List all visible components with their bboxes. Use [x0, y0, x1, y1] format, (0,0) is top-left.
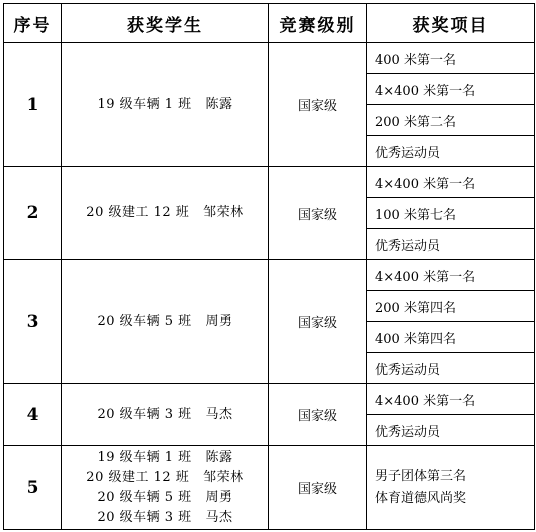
award-item: 男子团体第三名	[375, 468, 467, 484]
header-seq: 序号	[4, 4, 62, 43]
table-row	[4, 43, 535, 74]
level-cell: 国家级	[269, 446, 367, 530]
student-name: 19 级车辆 1 班 陈露	[97, 449, 233, 465]
award-item: 200 米第四名	[367, 291, 535, 322]
student-cell	[62, 384, 269, 446]
award-item: 4×400 米第一名	[367, 167, 535, 198]
seq-cell: 4	[4, 384, 62, 446]
award-item: 优秀运动员	[367, 229, 535, 260]
award-item: 400 米第一名	[367, 43, 535, 74]
student-cell	[62, 260, 269, 384]
student-name: 19 级车辆 1 班 陈露	[97, 96, 233, 112]
seq-cell: 3	[4, 260, 62, 384]
table-row	[4, 446, 535, 530]
header-level: 竞赛级别	[269, 4, 367, 43]
award-item: 400 米第四名	[367, 322, 535, 353]
award-item: 100 米第七名	[367, 198, 535, 229]
award-item: 4×400 米第一名	[367, 384, 535, 415]
student-name: 20 级车辆 5 班 周勇	[97, 313, 233, 329]
seq-cell: 1	[4, 43, 62, 167]
level-cell: 国家级	[269, 384, 367, 446]
student-cell	[62, 167, 269, 260]
award-item: 优秀运动员	[367, 353, 535, 384]
table-row	[4, 260, 535, 291]
award-item: 体育道德风尚奖	[375, 490, 467, 506]
level-cell: 国家级	[269, 43, 367, 167]
seq-cell: 2	[4, 167, 62, 260]
award-item: 优秀运动员	[367, 415, 535, 446]
table-row	[4, 167, 535, 198]
student-name: 20 级建工 12 班 邹荣林	[86, 205, 244, 220]
level-cell: 国家级	[269, 260, 367, 384]
table-row	[4, 384, 535, 415]
header-student: 获奖学生	[62, 4, 269, 43]
student-name: 20 级车辆 5 班 周勇	[97, 489, 233, 505]
award-item: 优秀运动员	[367, 136, 535, 167]
header-row	[4, 4, 535, 43]
student-name: 20 级建工 12 班 邹荣林	[86, 469, 244, 485]
level-cell: 国家级	[269, 167, 367, 260]
seq-cell: 5	[4, 446, 62, 530]
award-item: 200 米第二名	[367, 105, 535, 136]
student-cell	[62, 446, 269, 530]
student-name: 20 级车辆 3 班 马杰	[97, 406, 233, 422]
student-cell	[62, 43, 269, 167]
student-name: 20 级车辆 3 班 马杰	[97, 509, 233, 525]
award-cell	[367, 446, 535, 530]
award-item: 4×400 米第一名	[367, 74, 535, 105]
awards-table	[3, 3, 535, 530]
award-item: 4×400 米第一名	[367, 260, 535, 291]
header-award: 获奖项目	[367, 4, 535, 43]
